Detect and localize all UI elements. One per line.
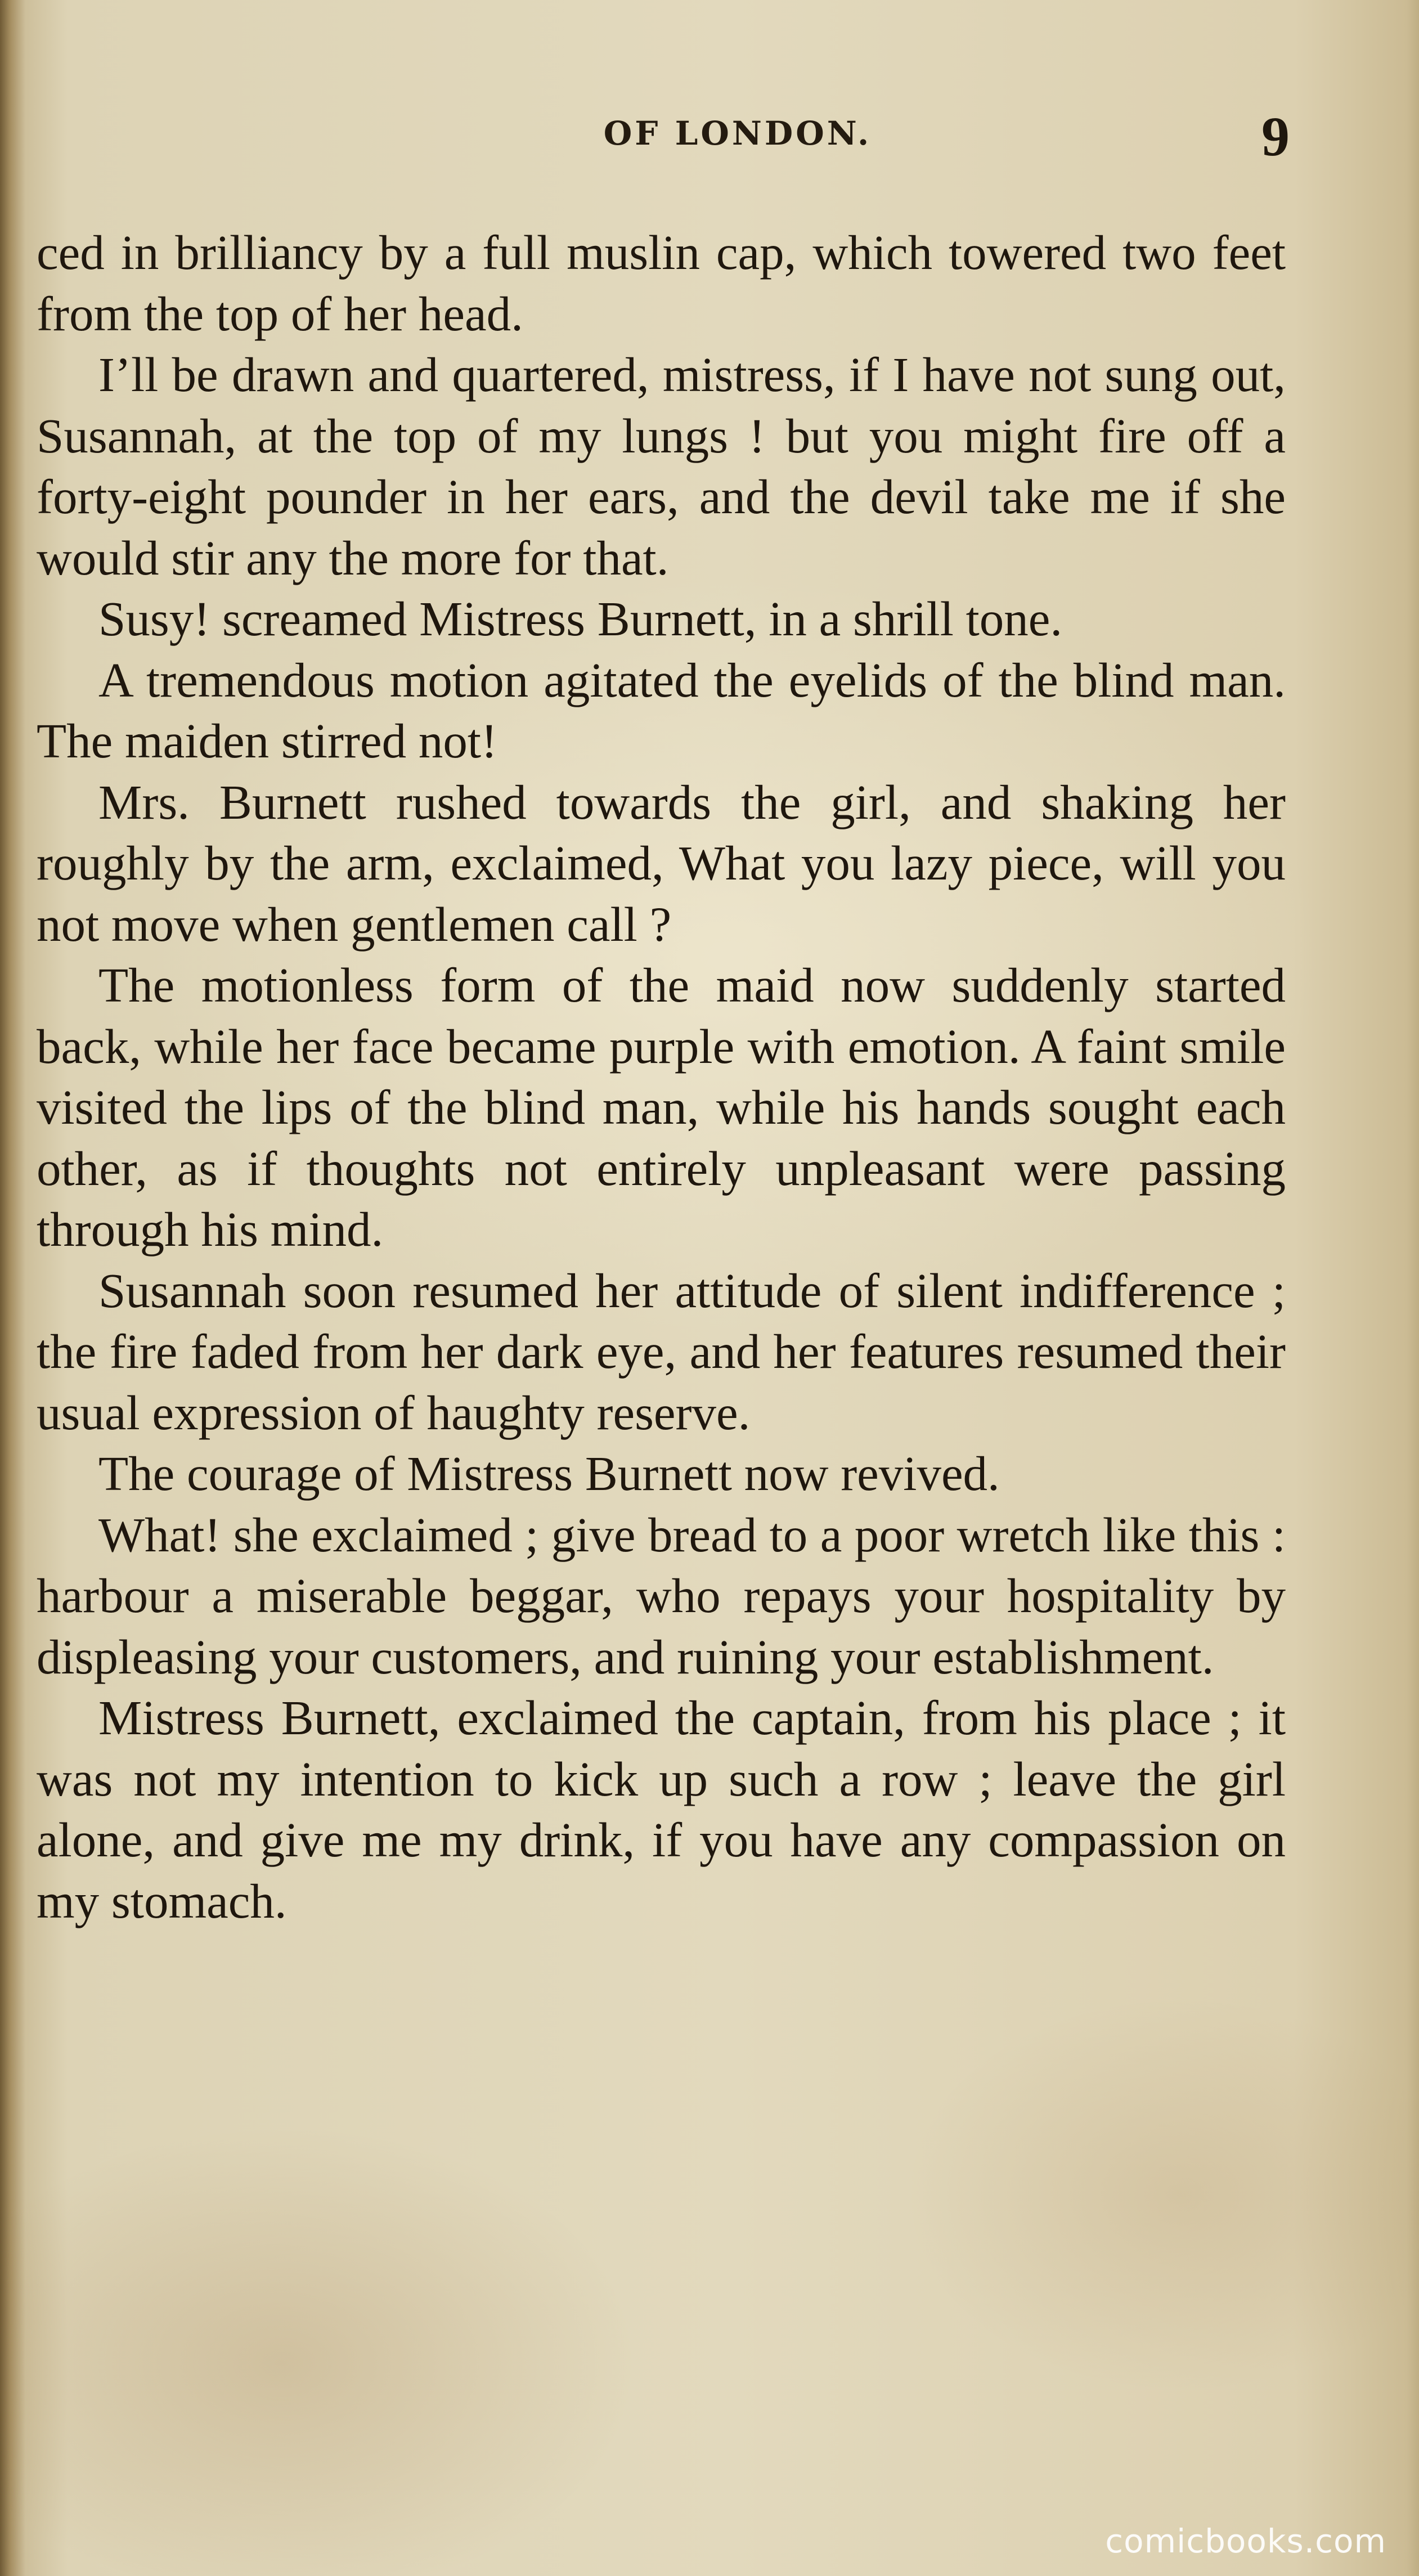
body-text <box>37 222 1286 1932</box>
paragraph: ced in brilliancy by a full muslin cap, which towered two feet from the top of her head. <box>37 225 1286 341</box>
page-header <box>0 104 1419 166</box>
paragraph: Susannah soon resumed her attitude of silent indifference ; the fire faded from her dark eye, and her features resumed their usual expression of haughty reserve. <box>37 1263 1286 1440</box>
paragraph: A tremendous motion agitated the eyelids of the blind man. The maiden stirred not! <box>37 652 1286 768</box>
running-head: OF LONDON. <box>603 114 872 152</box>
paragraph: What! she exclaimed ; give bread to a poor wretch like this : harbour a miserable beggar, who repays your hospitality by displeasing your customers, and ruining your establishment. <box>37 1507 1286 1684</box>
paragraph: Susy! screamed Mistress Burnett, in a shrill tone. <box>98 591 1063 646</box>
paragraph: Mrs. Burnett rushed towards the girl, and shaking her roughly by the arm, exclaimed, What you lazy piece, will you not move when gentlemen call ? <box>37 774 1286 952</box>
paragraph: Mistress Burnett, exclaimed the captain, from his place ; it was not my intention to kick up such a row ; leave the girl alone, and give me my drink, if you have any compassion on my stomach. <box>37 1690 1286 1928</box>
paragraph: I’ll be drawn and quartered, mistress, if I have not sung out, Susannah, at the top of my lungs ! but you might fire off a forty-eight pounder in her ears, and the devil take me if she would stir any the more for that. <box>37 347 1286 585</box>
paragraph: The motionless form of the maid now suddenly started back, while her face became purple with emotion. A faint smile visited the lips of the blind man, while his hands sought each other, as if thoughts not entirely unpleasant were passing through his mind. <box>37 958 1286 1256</box>
paragraph: The courage of Mistress Burnett now revived. <box>98 1446 1000 1501</box>
watermark: comicbooks.com <box>1105 2522 1386 2560</box>
page-number: 9 <box>1261 105 1290 168</box>
